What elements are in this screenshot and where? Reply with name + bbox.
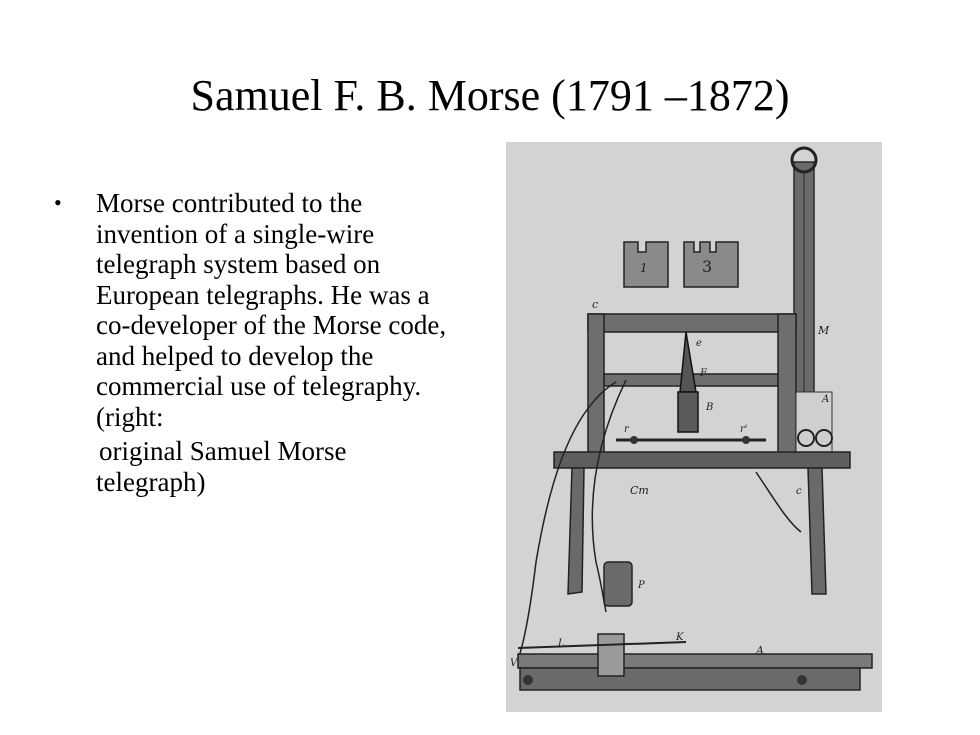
svg-text:K: K [676, 632, 684, 643]
svg-text:F: F [700, 368, 707, 379]
bullet-list [54, 188, 454, 497]
svg-text:A: A [822, 394, 830, 405]
svg-text:1: 1 [640, 261, 648, 275]
slide-title: Samuel F. B. Morse (1791 –1872) [190, 71, 790, 120]
continuation-line: telegraph) [96, 466, 206, 497]
bullet-dot: • [54, 190, 62, 215]
bullet-text: Morse contributed to the invention of a single-wire telegraph system based on European telegraphs. He was a co-developer of the Morse code, and helped to develop the commercial use of telegraphy. (right: [96, 188, 447, 432]
continuation-line: original Samuel Morse [99, 436, 347, 466]
svg-text:V: V [510, 658, 518, 669]
svg-text:e: e [696, 338, 702, 349]
svg-text:A: A [756, 644, 764, 657]
svg-text:r': r' [740, 424, 748, 435]
svg-text:Cm: Cm [630, 484, 649, 497]
svg-text:c: c [796, 486, 802, 497]
svg-text:M: M [818, 324, 830, 337]
svg-text:B: B [706, 402, 714, 413]
svg-text:c: c [592, 298, 599, 311]
bullet-item [54, 188, 454, 432]
svg-text:P: P [638, 580, 645, 591]
telegraph-engraving-icon [506, 142, 882, 712]
telegraph-illustration [506, 142, 882, 712]
svg-text:r: r [624, 424, 629, 435]
svg-text:3: 3 [702, 257, 713, 276]
svg-text:L: L [558, 638, 565, 649]
